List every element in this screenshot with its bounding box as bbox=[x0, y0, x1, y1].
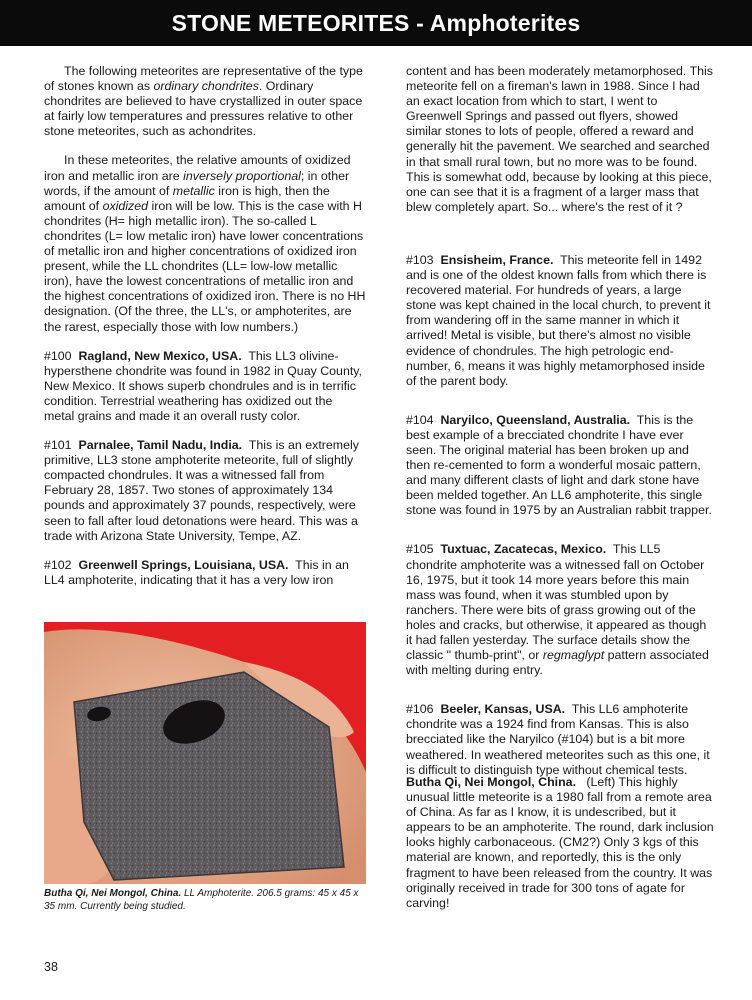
entry-name: Ragland, New Mexico, USA. bbox=[78, 348, 242, 363]
entry-100 bbox=[44, 349, 366, 424]
featured-name: Butha Qi, Nei Mongol, China. bbox=[406, 775, 577, 789]
entry-text: This is an extremely primitive, LL3 stone amphoterite meteorite, full of slightly compacted chondrules. It was a witnessed fall from February 28, 1857. Two stones of approximately 134 pounds and approximately 37 pounds, respectively, were seen to fall after loud detonations were heard. This was a trade with Arizona State University, Tempe, AZ. bbox=[44, 438, 359, 543]
intro-p2-text-d: iron will be low. This is the case with H chondrites (H= high metallic iron). The so-called L chondrites (L= low metalic iron) have lower concentrations of metallic iron and higher concentrations of oxidized iron present, while the LL chondrites (LL= low-low metallic iron), have the lowest concentrations of metallic iron and the highest concentrations of oxidized iron. There is no HH designation. (Of the three, the LL's, or amphoterites, are the rarest, especially those with low numbers.) bbox=[44, 198, 366, 334]
entry-number: #104 bbox=[406, 412, 434, 427]
entry-102-continued: content and has been moderately metamorphosed. This meteorite fell on a fireman's lawn in 1988. Since I had an exact location from which to start, I went to Greenwell Springs and passed out flyers, showed similar stones to lots of people, offered a reward and generally hit the pavement. We searched and searched in that small rural town, but no more was to be found. This is somewhat odd, because by looking at this piece, one can see that it is a fragment of a larger mass that blew completely apart. So... where's the rest of it ? bbox=[406, 64, 713, 214]
entry-number: #103 bbox=[406, 252, 434, 267]
entry-name: Greenwell Springs, Louisiana, USA. bbox=[78, 557, 289, 572]
page-header bbox=[0, 0, 752, 46]
entry-number: #101 bbox=[44, 438, 72, 453]
featured-text: This highly unusual little meteorite is a 1980 fall from a remote area of China. As far as I know, it is undescribed, but it appears to be an amphoterite. The round, dark inclusion looks highly carbonaceous. (CM2?) Only 3 kgs of this material are known, and reportedly, this is the only fragment to have been released from the country. It was originally received in trade for 300 tons of agate for carving! bbox=[406, 775, 714, 910]
entry-103 bbox=[406, 253, 714, 389]
left-column bbox=[44, 64, 366, 602]
intro-p2-emphasis-3: oxidized bbox=[102, 198, 149, 213]
entry-text: This is the best example of a brecciated chondrite I have ever seen. The original material has been broken up and then re-cemented to form a wonderful mosaic pattern, and many different clasts of light and dark stone have been melded together. An LL6 amphoterite, this single stone was found in 1975 by an Australian rabbit trapper. bbox=[406, 412, 712, 518]
entry-name: Ensisheim, France. bbox=[440, 252, 554, 267]
entry-text: This in an LL4 amphoterite, indicating that it has a very low iron bbox=[44, 557, 349, 587]
intro-p2-emphasis-1: inversely proportional bbox=[183, 168, 301, 183]
right-column bbox=[406, 64, 714, 792]
entry-text: This LL5 chondrite amphoterite was a witnessed fall on October 16, 1975, but it took 14 more years before this main mass was found, when it was stumbled upon by ranchers. There were bits of grass growing out of the holes and cracks, but otherwise, it appeared as though it had fallen yesterday. The surface details show the classic " thumb-print", or bbox=[406, 542, 707, 663]
intro-paragraph-2 bbox=[44, 153, 366, 334]
intro-p2-text-a: In these meteorites, the relative amounts of oxidized iron and metallic iron are bbox=[44, 153, 351, 183]
page-title: STONE METEORITES - Amphoterites bbox=[171, 9, 581, 36]
entry-name: Tuxtuac, Zacatecas, Mexico. bbox=[440, 542, 607, 557]
entry-text-after: pattern associated with melting during entry. bbox=[406, 648, 709, 678]
entry-text: This LL3 olivine-hypersthene chondrite was found in 1982 in Quay County, New Mexico. It shows superb chondrules and is in terrific condition. Terrestrial weathering has oxidized out the metal grains and made it an overall rusty color. bbox=[44, 348, 362, 423]
entry-name: Naryilco, Queensland, Australia. bbox=[440, 412, 631, 427]
entry-text: This meteorite fell in 1492 and is one of the oldest known falls from which there is recovered material. For hundreds of years, a large stone was kept chained in the local church, to prevent it from wandering off in the same manner in which it arrived! Metal is visible, but there's almost no visible evidence of chondrules. The high petrologic end-number, 6, means it was highly metamorphosed inside of the parent body. bbox=[406, 252, 711, 388]
caption-name: Butha Qi, Nei Mongol, China. bbox=[44, 888, 182, 899]
photo-caption bbox=[44, 888, 368, 913]
intro-p2-emphasis-2: metallic bbox=[172, 183, 215, 198]
meteorite-photo bbox=[44, 622, 366, 884]
entry-101 bbox=[44, 438, 366, 544]
featured-paragraph bbox=[406, 775, 714, 911]
entry-105 bbox=[406, 542, 714, 678]
entry-104 bbox=[406, 413, 714, 519]
intro-p1-emphasis: ordinary chondrites bbox=[153, 79, 259, 94]
entry-emphasis: regmaglypt bbox=[542, 648, 605, 663]
entry-number: #106 bbox=[406, 702, 434, 717]
entry-number: #105 bbox=[406, 542, 434, 557]
meteorite-in-hand-illustration bbox=[44, 622, 366, 884]
caption-text: LL Amphoterite. 206.5 grams: 45 x 45 x 35 mm. Currently being studied. bbox=[44, 888, 359, 912]
entry-name: Beeler, Kansas, USA. bbox=[440, 702, 566, 717]
page-number: 38 bbox=[44, 960, 58, 974]
featured-position: (Left) bbox=[586, 775, 616, 789]
intro-p1-text-a: The following meteorites are representative of the type of stones known as bbox=[44, 64, 363, 94]
entry-number: #100 bbox=[44, 348, 72, 363]
intro-p1-text-b: . Ordinary chondrites are believed to have crystallized in outer space at fairly low temperatures and pressures relative to other stone meteorites, such as achondrites. bbox=[44, 79, 363, 139]
entry-number: #102 bbox=[44, 557, 72, 572]
entry-106 bbox=[406, 702, 714, 777]
entry-name: Parnalee, Tamil Nadu, India. bbox=[78, 438, 243, 453]
intro-p2-text-c: iron is high, then the amount of bbox=[44, 183, 330, 213]
entry-102 bbox=[44, 558, 366, 588]
entry-text: This LL6 amphoterite chondrite was a 1924 find from Kansas. This is also brecciated like the Naryilco (#104) but is a bit more weathered. In weathered meteorites such as this one, it is difficult to distinguish type without chemical tests. bbox=[406, 702, 710, 777]
intro-paragraph-1 bbox=[44, 64, 366, 139]
intro-p2-text-b: ; in other words, if the amount of bbox=[44, 168, 350, 198]
featured-entry bbox=[406, 775, 714, 925]
